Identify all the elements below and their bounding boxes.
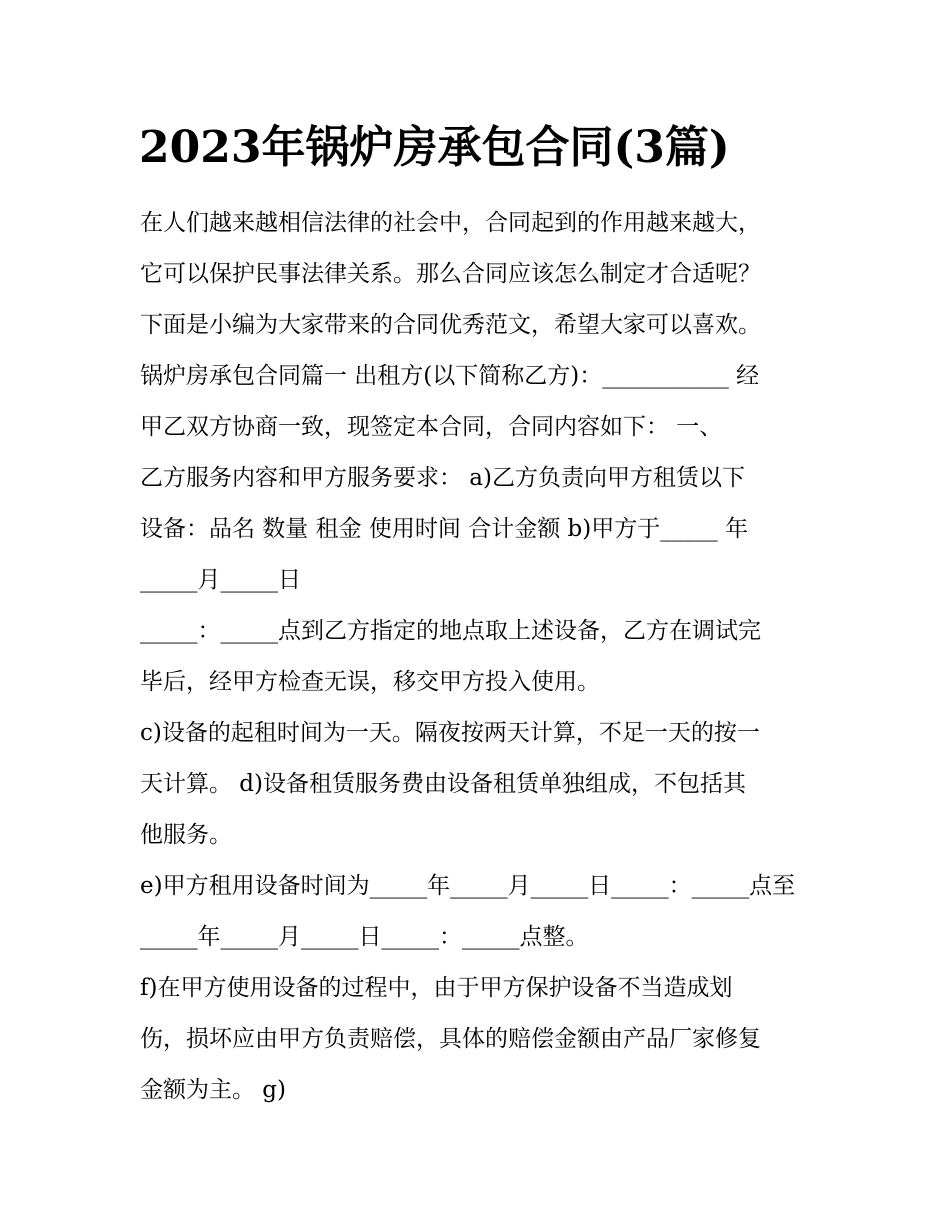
document-body xyxy=(140,198,820,1116)
document-title: 2023年锅炉房承包合同(3篇) xyxy=(139,122,730,173)
paragraph-line: 金额为主。 g) xyxy=(140,1077,287,1103)
paragraph-line: 锅炉房承包合同篇一 出租方(以下简称乙方)：___________ 经 xyxy=(140,363,760,389)
paragraph-line: 下面是小编为大家带来的合同优秀范文，希望大家可以喜欢。 xyxy=(140,312,761,338)
paragraph-line: 设备：品名 数量 租金 使用时间 合计金额 b)甲方于_____ 年 xyxy=(140,516,749,542)
paragraph-line: 它可以保护民事法律关系。那么合同应该怎么制定才合适呢？ xyxy=(140,261,761,287)
paragraph-line: 在人们越来越相信法律的社会中，合同起到的作用越来越大， xyxy=(140,210,761,236)
paragraph-line: 伤，损坏应由甲方负责赔偿，具体的赔偿金额由产品厂家修复 xyxy=(140,1026,761,1052)
paragraph-line: 天计算。 d)设备租赁服务费由设备租赁单独组成，不包括其 xyxy=(140,771,747,797)
paragraph-line: c)设备的起租时间为一天。隔夜按两天计算，不足一天的按一 xyxy=(140,720,760,746)
paragraph-line: f)在甲方使用设备的过程中，由于甲方保护设备不当造成划 xyxy=(140,975,733,1001)
paragraph-line: _____：_____点到乙方指定的地点取上述设备，乙方在调试完 xyxy=(140,618,761,644)
paragraph-line: 乙方服务内容和甲方服务要求： a)乙方负责向甲方租赁以下 xyxy=(140,465,745,491)
paragraph-line: _____年_____月_____日_____：_____点整。 xyxy=(140,924,589,950)
paragraph-line: e)甲方租用设备时间为_____年_____月_____日_____：_____点至 xyxy=(140,873,796,899)
paragraph-line: _____月_____日 xyxy=(140,567,301,593)
paragraph-line: 甲乙双方协商一致，现签定本合同，合同内容如下： 一、 xyxy=(140,414,723,440)
paragraph-line: 他服务。 xyxy=(140,822,232,848)
paragraph-line: 毕后，经甲方检查无误，移交甲方投入使用。 xyxy=(140,669,600,695)
